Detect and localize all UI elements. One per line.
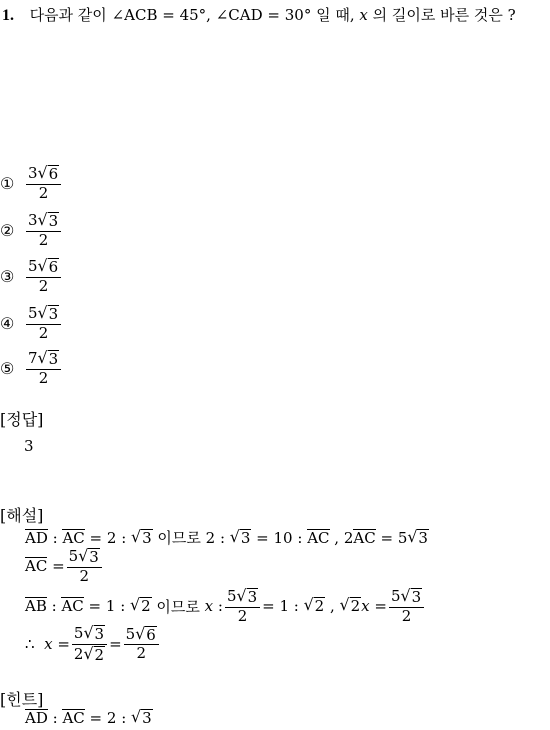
explanation-line-4: ∴ x = 5 √ 3 2 √ 2 = 5 √ 6 2 (25, 625, 161, 663)
option-fraction: 3 √ 3 2 (26, 212, 61, 248)
option-mark: ② (0, 220, 15, 240)
angle-cad: ∠CAD = 30° (215, 6, 312, 24)
option-fraction: 3 √ 6 2 (26, 165, 61, 201)
hint-label: [힌트] (0, 690, 44, 709)
option-4[interactable] (0, 305, 63, 341)
option-fraction: 7 √ 3 2 (26, 350, 61, 386)
option-fraction: 5 √ 3 2 (26, 305, 61, 341)
option-2[interactable] (0, 212, 63, 248)
question-header (2, 4, 516, 25)
explanation-line-1: AD : AC = 2 : √ 3 이므로 2 : √ 3 = 10 : AC , 2 AC = 5 √ 3 (25, 526, 428, 547)
angle-acb: ∠ACB = 45°, (111, 6, 211, 24)
explanation-line-2: AC = 5 √ 3 2 (25, 548, 104, 584)
option-3[interactable] (0, 258, 63, 294)
question-text-2: 일 때, (316, 6, 355, 24)
answer-label: [정답] (0, 410, 44, 429)
answer-value: 3 (24, 437, 34, 455)
variable-x: x (359, 6, 368, 24)
option-5[interactable] (0, 350, 63, 386)
option-fraction: 5 √ 6 2 (26, 258, 61, 294)
question-number: 1. (2, 7, 14, 24)
explanation-label: [해설] (0, 506, 44, 525)
question-text-3: 의 길이로 바른 것은 ? (372, 6, 516, 24)
option-mark: ③ (0, 266, 15, 286)
question-text-1: 다음과 같이 (29, 6, 107, 24)
explanation-line-3: AB : AC = 1 : √ 2 이므로 x : 5 √ 3 2 = 1 : √ 2 , √ 2 x = 5 √ 3 2 (25, 588, 426, 624)
option-1[interactable] (0, 165, 63, 201)
option-mark: ⑤ (0, 358, 15, 378)
hint-line: AD : AC = 2 : √ 3 (25, 707, 152, 728)
option-mark: ① (0, 173, 15, 193)
option-mark: ④ (0, 313, 15, 333)
